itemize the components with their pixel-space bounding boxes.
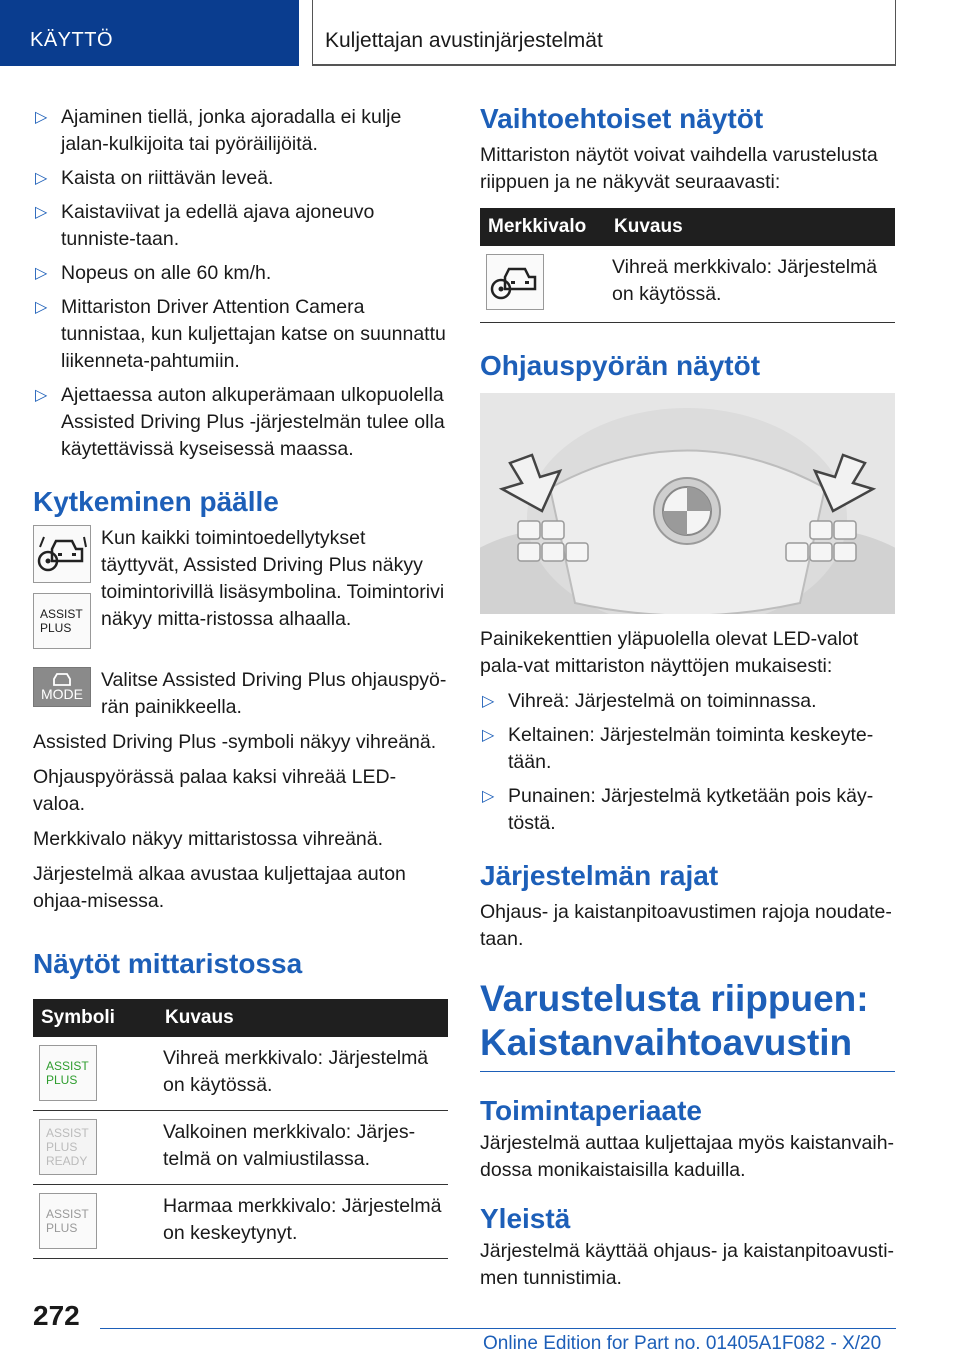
table-row xyxy=(33,1185,448,1259)
paragraph: Merkkivalo näkyy mittaristossa vihreänä. xyxy=(33,828,384,850)
list-item: ▷ Ajettaessa auton alkuperämaan ulkopuolella Assisted Driving Plus -järjestelmän tulee olla käytettävissä kyseisessä maassa. xyxy=(35,384,445,460)
equipment-heading-line2: Kaistanvaihtoavustin xyxy=(480,1022,853,1063)
table-cell-description: Harmaa merkkivalo: Järjestelmä on keskeytynyt. xyxy=(157,1185,448,1259)
list-item: ▷ Ajaminen tiellä, jonka ajoradalla ei kulje jalan-kulkijoita tai pyöräilijöitä. xyxy=(35,106,402,155)
displays-heading: Näytöt mittaristossa xyxy=(33,948,303,979)
paragraph: Ohjauspyörässä palaa kaksi vihreää LED-valoa. xyxy=(33,766,397,815)
equipment-heading-block xyxy=(480,977,895,1072)
left-column xyxy=(33,98,448,1259)
triangle-bullet-icon: ▷ xyxy=(482,727,495,744)
footer-divider xyxy=(100,1328,896,1329)
triangle-bullet-icon: ▷ xyxy=(35,204,48,221)
equipment-heading-line1: Varustelusta riippuen: xyxy=(480,978,869,1019)
mode-button-icon: MODE xyxy=(33,667,91,707)
led-list xyxy=(480,688,895,837)
table-header-description: Kuvaus xyxy=(157,999,448,1037)
assist-plus-icon: ASSIST PLUS xyxy=(33,593,91,649)
triangle-bullet-icon: ▷ xyxy=(482,693,495,710)
triangle-bullet-icon: ▷ xyxy=(35,299,48,316)
table-row xyxy=(33,1037,448,1111)
alt-displays-text: Mittariston näytöt voivat vaihdella varustelusta riippuen ja ne näkyvät seuraavasti: xyxy=(480,144,878,193)
table-cell-description: Vihreä merkkivalo: Järjestelmä on käytössä. xyxy=(157,1037,448,1111)
steering-assist-icon xyxy=(33,525,91,583)
switch-on-text: Kun kaikki toimintoedellytykset täyttyvät, Assisted Driving Plus näkyy toimintorivillä lisäsymbolina. Toimintorivi näkyy mitta-ristossa alhaalla. xyxy=(101,527,445,630)
table-row xyxy=(33,1111,448,1185)
list-item: ▷ Nopeus on alle 60 km/h. xyxy=(33,260,448,287)
wheel-heading: Ohjauspyörän näytöt xyxy=(480,350,761,381)
principle-text: Järjestelmä auttaa kuljettajaa myös kaistanvaih-dossa monikaistaisilla kaduilla. xyxy=(480,1132,895,1181)
principle-heading: Toimintaperiaate xyxy=(480,1095,702,1126)
car-icon xyxy=(51,673,73,687)
alt-displays-heading: Vaihtoehtoiset näytöt xyxy=(480,103,764,134)
assist-plus-grey-icon: ASSIST PLUS xyxy=(39,1193,97,1249)
page-header xyxy=(0,0,960,66)
assist-plus-green-icon: ASSIST PLUS xyxy=(39,1045,97,1101)
list-item: ▷ Kaistaviivat ja edellä ajava ajoneuvo tunniste-taan. xyxy=(35,201,375,250)
table-header-symbol: Symboli xyxy=(33,999,157,1037)
triangle-bullet-icon: ▷ xyxy=(35,265,48,282)
list-item: ▷ Keltainen: Järjestelmän toiminta keskeyte-tään. xyxy=(482,724,874,773)
general-heading: Yleistä xyxy=(480,1203,571,1234)
triangle-bullet-icon: ▷ xyxy=(35,109,48,126)
steering-wheel-image xyxy=(480,393,895,614)
table-cell-description: Valkoinen merkkivalo: Järjes-telmä on valmiustilassa. xyxy=(157,1111,448,1185)
limits-text: Ohjaus- ja kaistanpitoavustimen rajoja noudate-taan. xyxy=(480,901,892,950)
general-text: Järjestelmä käyttää ohjaus- ja kaistanpitoavusti-men tunnistimia. xyxy=(480,1240,895,1289)
alt-displays-table xyxy=(480,208,895,323)
triangle-bullet-icon: ▷ xyxy=(35,387,48,404)
right-column xyxy=(480,102,895,1292)
switch-on-block xyxy=(33,525,448,649)
chapter-title: Kuljettajan avustinjärjestelmät xyxy=(312,0,896,66)
wheel-text: Painikekenttien yläpuolella olevat LED-valot pala-vat mittariston näyttöjen mukaisesti: xyxy=(480,628,859,677)
paragraph: Assisted Driving Plus -symboli näkyy vihreänä. xyxy=(33,731,437,753)
steering-assist-icon xyxy=(486,254,544,310)
edition-text: Online Edition for Part no. 01405A1F082 - X/20 xyxy=(483,1333,882,1354)
triangle-bullet-icon: ▷ xyxy=(35,170,48,187)
mode-block xyxy=(33,667,448,721)
switch-on-heading: Kytkeminen päälle xyxy=(33,486,279,517)
list-item: ▷ Mittariston Driver Attention Camera tunnistaa, kun kuljettajan katse on suunnattu liikenneta-pahtumiin. xyxy=(35,296,446,372)
mode-text: Valitse Assisted Driving Plus ohjauspyö-rän painikkeella. xyxy=(101,669,447,718)
paragraph: Järjestelmä alkaa avustaa kuljettajaa auton ohjaa-misessa. xyxy=(33,863,406,912)
section-tab: KÄYTTÖ xyxy=(0,0,299,66)
displays-table xyxy=(33,999,448,1259)
table-header-description: Kuvaus xyxy=(606,208,895,246)
list-item: ▷ Punainen: Järjestelmä kytketään pois käy-töstä. xyxy=(482,785,874,834)
list-item: ▷ Vihreä: Järjestelmä on toiminnassa. xyxy=(480,688,895,715)
table-row xyxy=(480,246,895,323)
table-header-indicator: Merkkivalo xyxy=(480,208,606,246)
limits-heading: Järjestelmän rajat xyxy=(480,860,719,891)
list-item: ▷ Kaista on riittävän leveä. xyxy=(33,165,448,192)
table-cell-description: Vihreä merkkivalo: Järjestelmä on käytössä. xyxy=(606,246,895,323)
triangle-bullet-icon: ▷ xyxy=(482,788,495,805)
assist-plus-ready-icon: ASSIST PLUS READY xyxy=(39,1119,97,1175)
page-number: 272 xyxy=(33,1300,80,1331)
conditions-list xyxy=(33,104,448,463)
